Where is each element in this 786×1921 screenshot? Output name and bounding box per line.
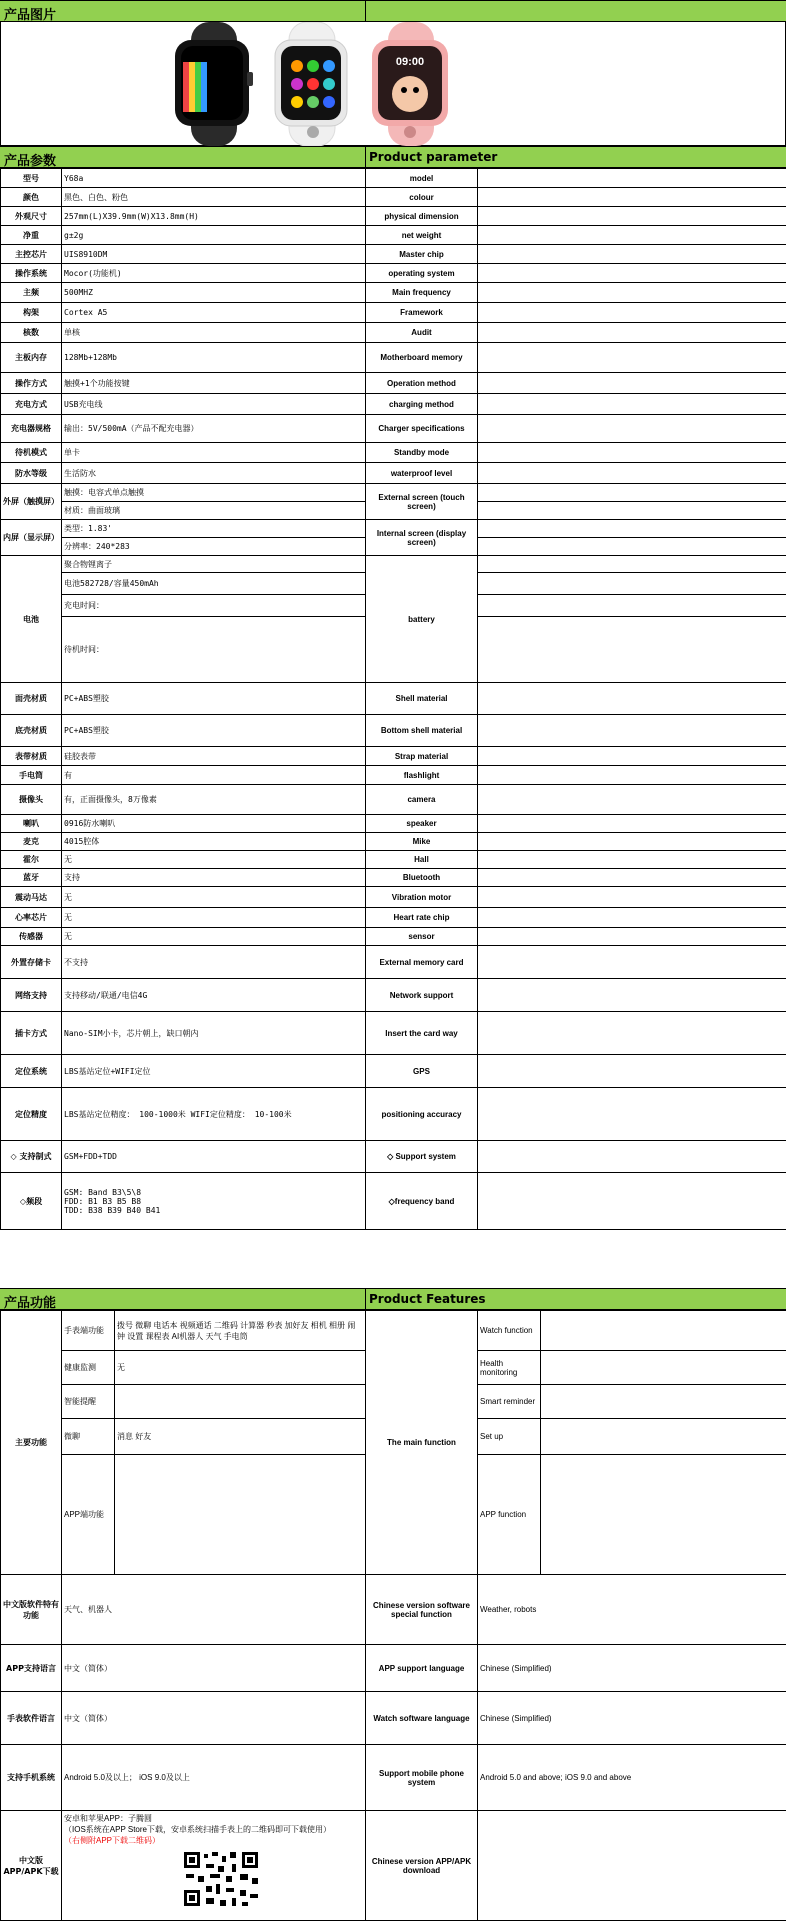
param-label-en: GPS xyxy=(366,1055,478,1088)
battery-value: 待机时间： xyxy=(62,617,366,683)
param-row xyxy=(1,833,786,851)
param-label-en: Mike xyxy=(366,833,478,851)
param-value: Mocor(功能机) xyxy=(62,264,366,283)
param-label-cn: 蓝牙 xyxy=(1,869,62,887)
param-label-en: model xyxy=(366,169,478,188)
param-value-en xyxy=(478,264,786,283)
param-value: PC+ABS塑胶 xyxy=(62,683,366,715)
features-header-en: Product Features xyxy=(369,1292,486,1306)
param-row xyxy=(1,979,786,1012)
param-label-cn: ◇ 支持制式 xyxy=(1,1141,62,1173)
section-header-product-image xyxy=(0,0,786,22)
param-label-cn: 网络支持 xyxy=(1,979,62,1012)
param-value-en xyxy=(478,908,786,928)
param-label-cn: 传感器 xyxy=(1,928,62,946)
feature-value: 拨号 微聊 电话本 视频通话 二维码 计算器 秒表 加好友 相机 相册 闹钟 设置 课程表 AI机器人 天气 手电筒 xyxy=(115,1311,366,1351)
band-line: TDD: B38 B39 B40 B41 xyxy=(64,1206,363,1215)
param-label-en: Operation method xyxy=(366,373,478,394)
feature-value xyxy=(115,1455,366,1575)
param-label-en: Main frequency xyxy=(366,283,478,303)
pink-watch-image xyxy=(366,22,458,146)
param-value-en xyxy=(478,1141,786,1173)
row-label-en: APP support language xyxy=(366,1645,478,1692)
param-label-en: Audit xyxy=(366,323,478,343)
param-value-en xyxy=(478,188,786,207)
param-label-cn: 面壳材质 xyxy=(1,683,62,715)
param-label-cn: 主板内存 xyxy=(1,343,62,373)
row-label-cn: APP支持语言 xyxy=(1,1645,62,1692)
param-row xyxy=(1,226,786,245)
param-row xyxy=(1,928,786,946)
param-value: 4015腔体 xyxy=(62,833,366,851)
param-value-en xyxy=(478,1055,786,1088)
row-value: 中文（简体） xyxy=(62,1692,366,1745)
param-value-en xyxy=(478,169,786,188)
param-row xyxy=(1,373,786,394)
features-table xyxy=(0,1310,786,1921)
param-row xyxy=(1,683,786,715)
download-value xyxy=(62,1811,366,1921)
param-label-en: physical dimension xyxy=(366,207,478,226)
param-label-cn: 表带材质 xyxy=(1,747,62,766)
param-value: Nano-SIM小卡，芯片朝上，缺口朝内 xyxy=(62,1012,366,1055)
param-value: 不支持 xyxy=(62,946,366,979)
param-label-en: net weight xyxy=(366,226,478,245)
param-label-en: Bluetooth xyxy=(366,869,478,887)
param-row xyxy=(1,908,786,928)
feature-name-en: APP function xyxy=(478,1455,541,1575)
param-row xyxy=(1,815,786,833)
param-value: 支持移动/联通/电信4G xyxy=(62,979,366,1012)
param-row xyxy=(1,946,786,979)
param-row xyxy=(1,415,786,443)
param-label-en: waterproof level xyxy=(366,463,478,484)
param-value-en xyxy=(478,851,786,869)
param-value-en xyxy=(478,303,786,323)
param-value: GSM+FDD+TDD xyxy=(62,1141,366,1173)
param-value: 无 xyxy=(62,908,366,928)
param-value: 单卡 xyxy=(62,443,366,463)
param-value-en xyxy=(478,815,786,833)
param-row xyxy=(1,169,786,188)
param-row xyxy=(1,245,786,264)
row-label-cn: 支持手机系统 xyxy=(1,1745,62,1811)
params-header-en: Product parameter xyxy=(369,150,497,164)
param-value-en xyxy=(478,683,786,715)
param-value: 有，正面摄像头，8万像素 xyxy=(62,785,366,815)
row-label-en: Support mobile phone system xyxy=(366,1745,478,1811)
param-value: Y68a xyxy=(62,169,366,188)
black-watch-image xyxy=(169,22,261,146)
download-label-cn: 中文版APP/APK下载 xyxy=(1,1811,62,1921)
feature-name: 健康监测 xyxy=(62,1351,115,1385)
param-value: 单核 xyxy=(62,323,366,343)
param-row xyxy=(1,1055,786,1088)
row-label-en: Watch software language xyxy=(366,1692,478,1745)
param-label-cn: 外置存储卡 xyxy=(1,946,62,979)
param-value-en xyxy=(478,1012,786,1055)
param-value-en xyxy=(478,747,786,766)
feature-name-en: Watch function xyxy=(478,1311,541,1351)
param-value: 分辨率：240*283 xyxy=(62,538,366,556)
param-value-en xyxy=(478,833,786,851)
feature-name: 手表端功能 xyxy=(62,1311,115,1351)
param-label-cn: 待机模式 xyxy=(1,443,62,463)
param-label-en: speaker xyxy=(366,815,478,833)
battery-value: 充电时间： xyxy=(62,595,366,617)
param-label-en: Hall xyxy=(366,851,478,869)
feature-name: 智能提醒 xyxy=(62,1385,115,1419)
pink-watch-time: 09:00 xyxy=(385,56,435,68)
param-label-cn: 插卡方式 xyxy=(1,1012,62,1055)
param-row xyxy=(1,1088,786,1141)
param-value-en xyxy=(478,394,786,415)
features-header-cn: 产品功能 xyxy=(4,1292,56,1311)
params-header-cn: 产品参数 xyxy=(4,150,56,169)
param-row xyxy=(1,188,786,207)
param-row xyxy=(1,463,786,484)
row-value-en: Chinese (Simplified) xyxy=(478,1645,786,1692)
product-image-header: 产品图片 xyxy=(4,4,56,23)
param-value-en xyxy=(478,1088,786,1141)
row-value-en: Android 5.0 and above; iOS 9.0 and above xyxy=(478,1745,786,1811)
band-label-en: ◇frequency band xyxy=(366,1173,478,1230)
download-line-1: 安卓和苹果APP：子腾圆 xyxy=(64,1813,363,1824)
feature-name-en: Smart reminder xyxy=(478,1385,541,1419)
param-value: 无 xyxy=(62,851,366,869)
param-label-cn: 充电器规格 xyxy=(1,415,62,443)
download-label-en: Chinese version APP/APK download xyxy=(366,1811,478,1921)
feature-name: APP端功能 xyxy=(62,1455,115,1575)
param-label-en: Standby mode xyxy=(366,443,478,463)
main-function-label-en: The main function xyxy=(366,1311,478,1575)
param-row xyxy=(1,343,786,373)
param-value: LBS基站定位精度： 100-1000米 WIFI定位精度： 10-100米 xyxy=(62,1088,366,1141)
param-label-en: Strap material xyxy=(366,747,478,766)
param-label-en: Charger specifications xyxy=(366,415,478,443)
feature-value xyxy=(115,1385,366,1419)
row-label-cn: 手表软件语言 xyxy=(1,1692,62,1745)
param-value: 0916防水喇叭 xyxy=(62,815,366,833)
param-value-en xyxy=(478,343,786,373)
param-row xyxy=(1,264,786,283)
param-label-cn: 定位系统 xyxy=(1,1055,62,1088)
white-watch-image xyxy=(267,22,359,146)
param-label-cn: 颜色 xyxy=(1,188,62,207)
param-label-cn: 霍尔 xyxy=(1,851,62,869)
param-value: USB充电线 xyxy=(62,394,366,415)
param-value: UIS8910DM xyxy=(62,245,366,264)
feature-name: 微聊 xyxy=(62,1419,115,1455)
param-label-cn: 主控芯片 xyxy=(1,245,62,264)
param-label-en: positioning accuracy xyxy=(366,1088,478,1141)
section-header-features xyxy=(0,1288,786,1310)
param-value-en xyxy=(478,785,786,815)
param-label-cn: 主频 xyxy=(1,283,62,303)
row-value-en: Weather, robots xyxy=(478,1575,786,1645)
battery-label-en: battery xyxy=(366,556,478,683)
param-row xyxy=(1,887,786,908)
param-label-en: Bottom shell material xyxy=(366,715,478,747)
param-label-cn: 核数 xyxy=(1,323,62,343)
param-value-en xyxy=(478,323,786,343)
row-label-en: Chinese version software special function xyxy=(366,1575,478,1645)
param-label-cn: 心率芯片 xyxy=(1,908,62,928)
main-function-label: 主要功能 xyxy=(1,1311,62,1575)
param-label-en: Framework xyxy=(366,303,478,323)
param-row xyxy=(1,283,786,303)
band-label-cn: ◇频段 xyxy=(1,1173,62,1230)
param-row xyxy=(1,785,786,815)
param-value: 触摸+1个功能按键 xyxy=(62,373,366,394)
param-label-cn: 定位精度 xyxy=(1,1088,62,1141)
param-row xyxy=(1,747,786,766)
param-label-en: Heart rate chip xyxy=(366,908,478,928)
param-value: Cortex A5 xyxy=(62,303,366,323)
param-value: 无 xyxy=(62,928,366,946)
band-line: GSM: Band B3\5\8 xyxy=(64,1188,363,1197)
param-value: 类型：1.83' xyxy=(62,520,366,538)
param-value: 硅胶表带 xyxy=(62,747,366,766)
param-value-en xyxy=(478,463,786,484)
battery-value: 聚合物锂离子 xyxy=(62,556,366,573)
param-value: 触摸：电容式单点触摸 xyxy=(62,484,366,502)
param-label-cn: 操作系统 xyxy=(1,264,62,283)
param-row xyxy=(1,715,786,747)
param-label-en: colour xyxy=(366,188,478,207)
feature-value: 消息 好友 xyxy=(115,1419,366,1455)
param-value-en xyxy=(478,887,786,908)
param-value: 500MHZ xyxy=(62,283,366,303)
param-label-en: External screen (touch screen) xyxy=(366,484,478,520)
param-row xyxy=(1,207,786,226)
param-label-en: flashlight xyxy=(366,766,478,785)
download-line-3: （右侧附APP下载二维码） xyxy=(64,1835,363,1846)
param-value-en xyxy=(478,946,786,979)
row-value: Android 5.0及以上； iOS 9.0及以上 xyxy=(62,1745,366,1811)
param-label-cn: 防水等级 xyxy=(1,463,62,484)
param-label-cn: 麦克 xyxy=(1,833,62,851)
param-label-en: operating system xyxy=(366,264,478,283)
param-label-cn: 外屏（触摸屏） xyxy=(1,484,62,520)
section-header-params xyxy=(0,146,786,168)
band-value xyxy=(62,1173,366,1230)
param-label-en: Network support xyxy=(366,979,478,1012)
param-value: 有 xyxy=(62,766,366,785)
param-label-en: Insert the card way xyxy=(366,1012,478,1055)
param-row xyxy=(1,1012,786,1055)
row-value: 天气、机器人 xyxy=(62,1575,366,1645)
param-row xyxy=(1,323,786,343)
param-value-en xyxy=(478,766,786,785)
param-value-en xyxy=(478,869,786,887)
param-label-en: Internal screen (display screen) xyxy=(366,520,478,556)
qr-code-image xyxy=(182,1850,260,1908)
row-label-cn: 中文版软件特有功能 xyxy=(1,1575,62,1645)
param-value: 材质：曲面玻璃 xyxy=(62,502,366,520)
param-row xyxy=(1,851,786,869)
param-label-cn: 型号 xyxy=(1,169,62,188)
row-value-en: Chinese (Simplified) xyxy=(478,1692,786,1745)
param-label-cn: 手电筒 xyxy=(1,766,62,785)
param-row xyxy=(1,869,786,887)
param-label-cn: 外观尺寸 xyxy=(1,207,62,226)
param-value: g±2g xyxy=(62,226,366,245)
param-value-en xyxy=(478,283,786,303)
param-label-cn: 构架 xyxy=(1,303,62,323)
param-label-en: sensor xyxy=(366,928,478,946)
param-label-en: Vibration motor xyxy=(366,887,478,908)
param-value: 128Mb+128Mb xyxy=(62,343,366,373)
param-value-en xyxy=(478,415,786,443)
row-value: 中文（简体） xyxy=(62,1645,366,1692)
param-label-en: External memory card xyxy=(366,946,478,979)
param-row xyxy=(1,394,786,415)
param-label-en: camera xyxy=(366,785,478,815)
param-value: 输出：5V/500mA（产品不配充电器） xyxy=(62,415,366,443)
param-label-cn: 操作方式 xyxy=(1,373,62,394)
param-value: PC+ABS塑胶 xyxy=(62,715,366,747)
param-value-en xyxy=(478,245,786,264)
param-value-en xyxy=(478,443,786,463)
param-label-cn: 喇叭 xyxy=(1,815,62,833)
feature-name-en: Set up xyxy=(478,1419,541,1455)
param-label-cn: 底壳材质 xyxy=(1,715,62,747)
param-row xyxy=(1,1141,786,1173)
param-label-en: Shell material xyxy=(366,683,478,715)
param-label-cn: 震动马达 xyxy=(1,887,62,908)
params-table xyxy=(0,168,786,1230)
param-value: 257mm(L)X39.9mm(W)X13.8mm(H) xyxy=(62,207,366,226)
feature-name-en: Health monitoring xyxy=(478,1351,541,1385)
band-line: FDD: B1 B3 B5 B8 xyxy=(64,1197,363,1206)
param-label-cn: 充电方式 xyxy=(1,394,62,415)
param-value: 支持 xyxy=(62,869,366,887)
param-value-en xyxy=(478,226,786,245)
param-label-en: Master chip xyxy=(366,245,478,264)
param-value-en xyxy=(478,928,786,946)
param-row xyxy=(1,766,786,785)
param-value: LBS基站定位+WIFI定位 xyxy=(62,1055,366,1088)
param-value-en xyxy=(478,715,786,747)
param-value-en xyxy=(478,373,786,394)
battery-label-cn: 电池 xyxy=(1,556,62,683)
param-value: 无 xyxy=(62,887,366,908)
battery-value: 电池582728/容量450mAh xyxy=(62,573,366,595)
param-value: 黑色、白色、粉色 xyxy=(62,188,366,207)
param-label-cn: 内屏（显示屏） xyxy=(1,520,62,556)
param-label-en: charging method xyxy=(366,394,478,415)
param-label-en: ◇ Support system xyxy=(366,1141,478,1173)
param-row xyxy=(1,303,786,323)
product-image-area xyxy=(0,22,786,146)
param-value-en xyxy=(478,207,786,226)
param-label-cn: 净重 xyxy=(1,226,62,245)
param-label-cn: 摄像头 xyxy=(1,785,62,815)
feature-value: 无 xyxy=(115,1351,366,1385)
param-label-en: Motherboard memory xyxy=(366,343,478,373)
download-line-2: （IOS系统在APP Store下载，安卓系统扫描手表上的二维码即可下载使用） xyxy=(64,1824,363,1835)
param-row xyxy=(1,443,786,463)
param-value-en xyxy=(478,979,786,1012)
param-value: 生活防水 xyxy=(62,463,366,484)
